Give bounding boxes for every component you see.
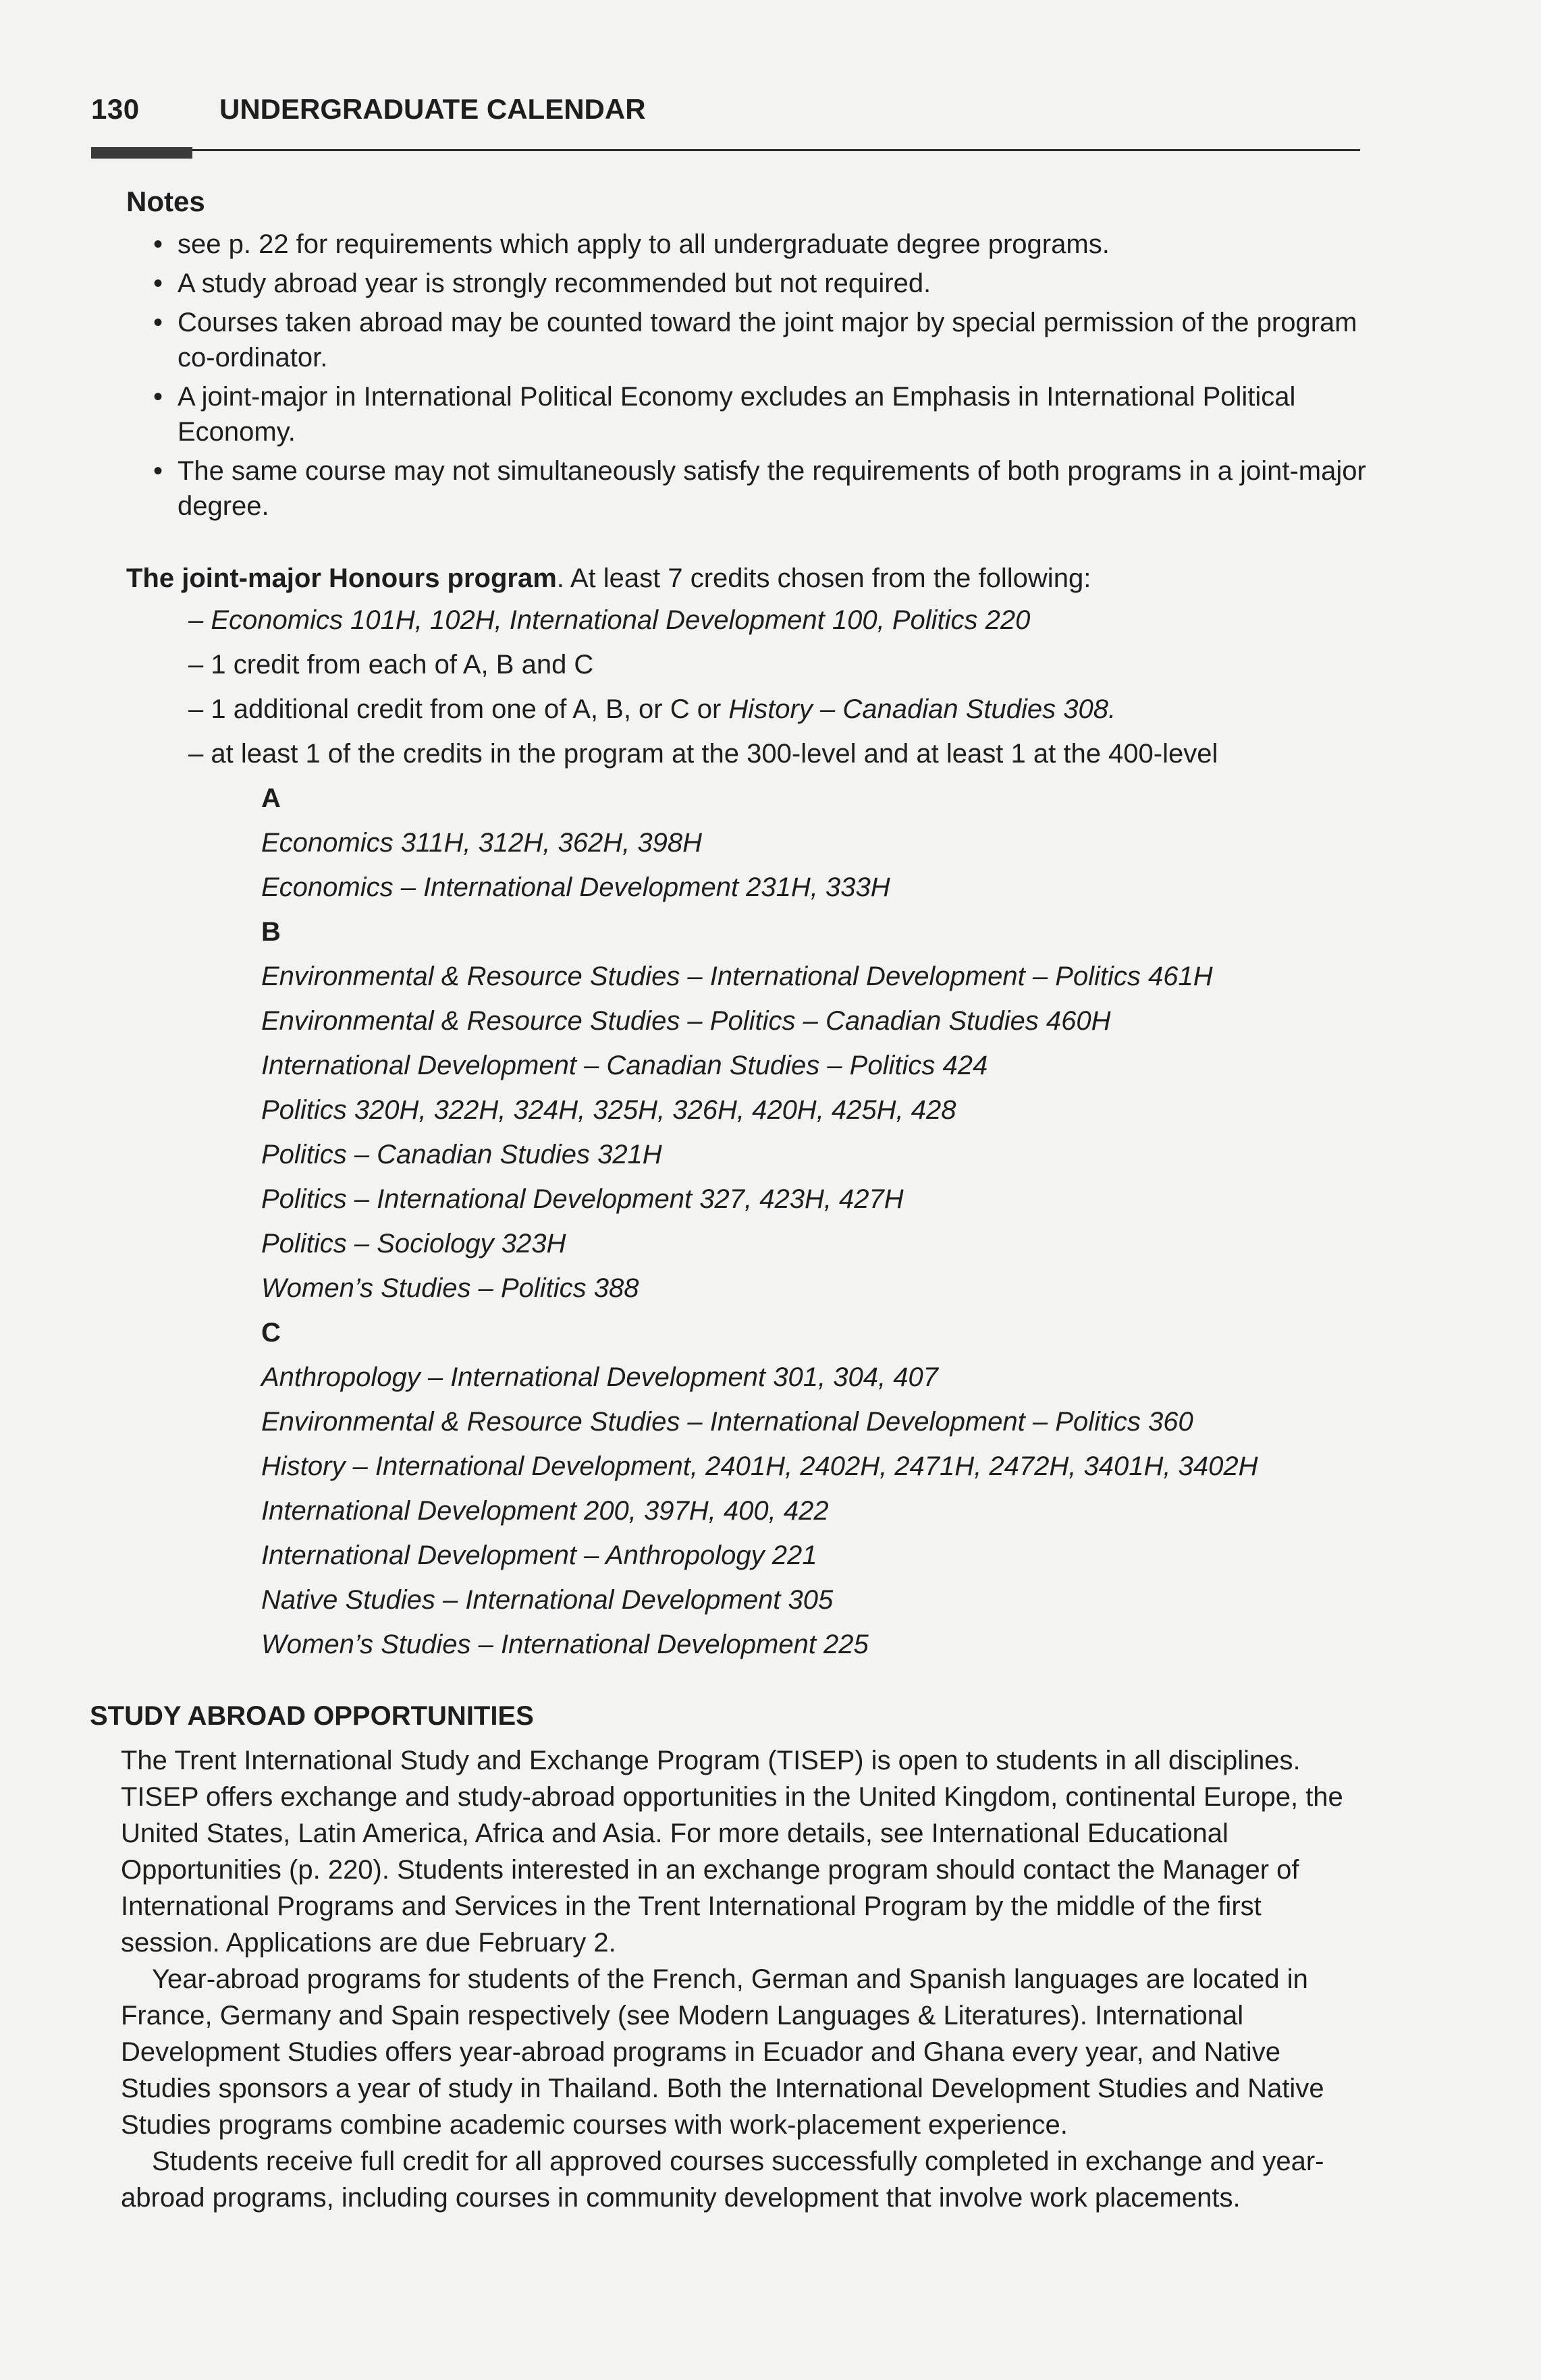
notes-title: Notes	[126, 186, 205, 217]
header-rule	[91, 149, 1360, 151]
honours-lead-rest: . At least 7 credits chosen from the following:	[556, 563, 1091, 593]
bullet-icon: •	[153, 382, 163, 412]
course-item: International Development 200, 397H, 400, 422	[261, 1496, 829, 1526]
paragraph: Students receive full credit for all approved courses successfully completed in exchange and year-abroad programs, including courses in community development that involve work placements.	[121, 2147, 1324, 2213]
course-item: International Development – Canadian Studies – Politics 424	[261, 1051, 988, 1080]
page-content	[91, 182, 1374, 2216]
notes-item	[152, 305, 1374, 375]
course-item: Women’s Studies – Politics 388	[261, 1273, 639, 1303]
notes-item	[152, 453, 1374, 524]
course-item: Environmental & Resource Studies – International Development – Politics 461H	[261, 962, 1213, 991]
group-letter: A	[261, 783, 281, 813]
requirement-text: – 1 additional credit from one of A, B, or C or	[188, 694, 729, 724]
notes-item	[152, 379, 1374, 449]
course-item: Politics – Sociology 323H	[261, 1229, 566, 1258]
course-item: Politics – International Development 327, 423H, 427H	[261, 1184, 904, 1214]
study-abroad-section	[90, 1696, 1374, 2216]
paragraph: Year-abroad programs for students of the French, German and Spanish languages are located in France, Germany and Spain respectively (see Modern Languages & Literatures). International Development Studies offers year-abroad programs in Ecuador and Ghana every year, and Native Studies sponsors a year of study in Thailand. Both the International Development Studies and Native Studies programs combine academic courses with work-placement experience.	[121, 1964, 1324, 2140]
requirement-item	[188, 687, 1374, 731]
running-head: UNDERGRADUATE CALENDAR	[219, 93, 646, 125]
notes-section	[91, 182, 1374, 524]
course-group-b	[261, 910, 1374, 1310]
requirements-list	[126, 598, 1374, 776]
paragraph: The Trent International Study and Exchange Program (TISEP) is open to students in all disciplines. TISEP offers exchange and study-abroad opportunities in the United Kingdom, continental Europe, the United States, Latin America, Africa and Asia. For more details, see International Educational Opportunities (p. 220). Students interested in an exchange program should contact the Manager of International Programs and Services in the Trent International Program by the middle of the first session. Applications are due February 2.	[121, 1746, 1343, 1958]
bullet-icon: •	[153, 308, 163, 337]
group-letter: B	[261, 917, 281, 947]
notes-item-text: The same course may not simultaneously satisfy the requirements of both programs in a joint-major degree.	[178, 456, 1366, 521]
bullet-icon: •	[153, 456, 163, 486]
page-number: 130	[91, 93, 140, 125]
honours-lead: The joint-major Honours program	[126, 563, 557, 593]
course-item: Women’s Studies – International Development 225	[261, 1630, 869, 1659]
requirement-course: History – Canadian Studies 308.	[728, 694, 1116, 724]
course-item: Native Studies – International Development 305	[261, 1585, 834, 1615]
page-header	[91, 93, 1360, 161]
notes-list	[91, 227, 1374, 524]
requirement-item: – Economics 101H, 102H, International Development 100, Politics 220	[188, 605, 1031, 635]
requirement-item: – at least 1 of the credits in the program at the 300-level and at least 1 at the 400-level	[188, 739, 1218, 769]
requirement-item: – 1 credit from each of A, B and C	[188, 650, 594, 680]
course-item: Anthropology – International Development 301, 304, 407	[261, 1362, 938, 1392]
notes-item	[152, 227, 1374, 262]
bullet-icon: •	[153, 269, 163, 298]
notes-item-text: Courses taken abroad may be counted toward the joint major by special permission of the program co-ordinator.	[178, 308, 1357, 372]
course-item: International Development – Anthropology 221	[261, 1541, 817, 1570]
course-item: Politics 320H, 322H, 324H, 325H, 326H, 420H, 425H, 428	[261, 1095, 956, 1125]
honours-intro	[126, 559, 1374, 598]
group-letter: C	[261, 1318, 281, 1348]
header-rule-block	[91, 147, 192, 159]
course-group-a	[261, 776, 1374, 910]
section-heading: STUDY ABROAD OPPORTUNITIES	[90, 1701, 534, 1731]
course-group-c	[261, 1310, 1374, 1667]
course-item: Politics – Canadian Studies 321H	[261, 1140, 662, 1169]
course-item: Environmental & Resource Studies – Politics – Canadian Studies 460H	[261, 1006, 1111, 1036]
bullet-icon: •	[153, 229, 163, 259]
notes-item-text: A joint-major in International Political Economy excludes an Emphasis in International Political Economy.	[178, 382, 1296, 447]
notes-item-text: see p. 22 for requirements which apply to all undergraduate degree programs.	[178, 229, 1110, 259]
course-item: Environmental & Resource Studies – International Development – Politics 360	[261, 1407, 1193, 1437]
course-item: Economics 311H, 312H, 362H, 398H	[261, 828, 702, 858]
notes-item	[152, 266, 1374, 301]
course-item: History – International Development, 2401H, 2402H, 2471H, 2472H, 3401H, 3402H	[261, 1451, 1258, 1481]
notes-item-text: A study abroad year is strongly recommended but not required.	[178, 269, 931, 298]
course-item: Economics – International Development 231H, 333H	[261, 873, 890, 902]
honours-section	[126, 559, 1374, 1667]
